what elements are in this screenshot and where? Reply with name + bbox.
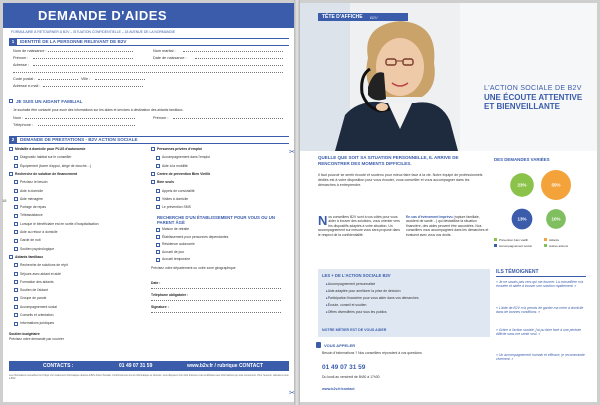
prestation-item-checkbox[interactable] — [156, 164, 160, 168]
prestation-item-checkbox[interactable] — [14, 214, 18, 218]
prestation-item-label: Précisez le besoin — [20, 180, 48, 185]
plus-item: ▸ Offres diversifiées pour tous les publics — [326, 310, 387, 314]
article-lead: QUELLE QUE SOIT SA SITUATION PERSONNELLE, IL ARRIVE DE RENCONTRER DES MOMENTS DIFFICILES. — [318, 155, 459, 166]
field-label: Date de naissance : — [153, 56, 187, 60]
prestation-item-label: Soutien psychologique — [20, 246, 55, 251]
form-header — [3, 3, 294, 28]
chart-title: DES DEMANDES VARIÉES — [494, 157, 550, 162]
article-intro: Il faut pouvoir se sentir écouté et soutenu pour mieux faire face à la vie. Notre équipe de professionnels dédiés est à votre disposition pour vous écouter, vous conseiller et vous accompagner dans les démarches à entreprendre. — [318, 173, 483, 187]
etablissement-item-label: Accueil temporaire — [162, 257, 191, 262]
form-title: DEMANDE D'AIDES — [38, 8, 168, 23]
field-label: Nom de naissance : — [13, 49, 47, 53]
prestation-item-checkbox[interactable] — [14, 205, 18, 209]
prestation-item-label: Aide à la mobilité — [162, 163, 188, 168]
prestation-item-checkbox[interactable] — [14, 280, 18, 284]
temoignage-quote: « L'aide de B2V m'a permis de garder ma mère à domicile dans de bonnes conditions. » — [496, 306, 584, 315]
etablissement-item-checkbox[interactable] — [156, 250, 160, 254]
prestation-item-checkbox[interactable] — [151, 172, 155, 176]
prestation-item-checkbox[interactable] — [156, 189, 160, 193]
plus-item: ▸ Accompagnement personnalisé — [326, 282, 375, 286]
etablissement-item-label: Maison de retraite — [162, 227, 190, 232]
appel-phone[interactable]: 01 49 07 31 59 — [322, 364, 366, 371]
appel-title: VOUS APPELER — [324, 343, 356, 348]
chart-value-label: 13% — [517, 216, 527, 222]
prestation-item-label: Séjours avec aidant et aidé — [20, 271, 61, 276]
prestations-col-left — [9, 147, 146, 343]
plus-item: ▸ Aide adaptée pour améliorer la prise de décision — [326, 289, 400, 293]
email-input[interactable] — [43, 84, 143, 87]
section-identity: 1 IDENTITÉ DE LA PERSONNE RELEVANT DE B2V — [9, 38, 289, 46]
aidant-checkbox[interactable] — [9, 99, 13, 103]
scissors-icon: ✂ — [289, 390, 295, 397]
prestation-item-label: Lorsque le bénéficiaire est en sortie d'hospitalisation — [20, 221, 99, 226]
prestation-item-label: Conseils et orientation — [20, 313, 54, 317]
prestation-item-label: Recherche de solutions de répit — [20, 263, 68, 268]
article-body-col1: Nos conseillers B2V sont à vos côtés pour vous aider à trouver des solutions, vous orienter vers les dispositifs adaptés à votre situation. Un accompagnement sur mesure vous sera proposé dans le respect de la confidentialité. — [318, 213, 400, 237]
temoignage-quote: « Je ne savais pas vers qui me tourner. La conseillère m'a écoutée et aidée à trouver une solution rapidement. » — [496, 280, 584, 289]
temoignage-quote: « Un accompagnement humain et efficace, je recommande vivement. » — [496, 353, 585, 362]
woman-phone-photo — [300, 3, 597, 151]
etablissement-item-label: Établissement pour personnes dépendantes — [162, 234, 229, 239]
aidant-nom-input[interactable] — [25, 116, 135, 119]
tel-obligatoire-input[interactable] — [151, 298, 281, 301]
field-label: Ville : — [81, 77, 91, 81]
prestation-item-label: Accompagnement social — [20, 304, 57, 309]
prestation-item-label: Le prévention SMS — [162, 205, 191, 210]
prestation-item-label: Équipement (barre d'appui, siège de douche…) — [20, 163, 92, 168]
article-headline: L'ACTION SOCIALE DE B2V UNE ÉCOUTE ATTENTIVE ET BIENVEILLANTE — [484, 85, 583, 111]
prestation-item-checkbox[interactable] — [9, 147, 13, 151]
etablissement-item-label: Résidence autonomie — [162, 242, 195, 247]
field-label: Nom marital : — [153, 49, 176, 53]
form-subtitle: FORMULAIRE À RETOURNER À B2V – SITUATION CONFIDENTIELLE – 18 AVENUE DE LA NORMANDIE — [11, 30, 176, 34]
field-label: Prénom : — [153, 116, 169, 120]
prestation-item-label: Recherche de solution de financement — [15, 171, 78, 176]
prestations-col-right — [151, 147, 288, 343]
prestation-item-label: Informations juridiques — [20, 321, 55, 326]
adresse-input[interactable] — [33, 63, 283, 66]
field-label: Adresse : — [13, 63, 30, 67]
contact-phone[interactable]: 01 49 07 31 59 — [119, 363, 153, 369]
prestation-item-label: Personnes privées d'emploi — [157, 147, 202, 151]
prestation-item-checkbox[interactable] — [151, 147, 155, 151]
nom-marital-input[interactable] — [183, 49, 283, 52]
prenom-input[interactable] — [33, 56, 133, 59]
etablissement-item-checkbox[interactable] — [156, 243, 160, 247]
prestation-item-label: Bien seuls — [157, 180, 174, 185]
date-input[interactable] — [151, 286, 281, 289]
prestation-item-checkbox[interactable] — [9, 172, 13, 176]
article-body-col2: En cas d'événement imprévu (rupture familiale, accident de santé…) qui déstabilise la situation financière, des aides peuvent être accordées. Nos conseillers vous accompagnent dans les démarches et évaluent avec vous vos droits. — [406, 215, 489, 237]
legal-notice: Les informations recueillies font l'objet d'un traitement informatique destiné à B2V Action Sociale. Conformément à la loi Informatique et Libertés, vous disposez d'un droit d'accès et de rectification aux informations qui vous concernent. Pour l'exercer, adressez-vous à B2V. — [9, 374, 289, 381]
plus-item: ▸ Écoute, conseil et soutien — [326, 303, 366, 307]
prestation-item-checkbox[interactable] — [14, 297, 18, 301]
form-page — [3, 3, 294, 402]
date-label: Date : — [151, 280, 161, 285]
plus-item: ▸ Participation financière pour vous aider dans vos démarches — [326, 296, 419, 300]
etablissement-item-checkbox[interactable] — [156, 228, 160, 232]
prestation-item-checkbox[interactable] — [14, 197, 18, 201]
prestation-item-label: Portage de repas — [20, 205, 47, 210]
etablissement-item-label: Accueil de jour — [162, 249, 185, 254]
temoignage-divider — [496, 276, 586, 277]
field-label: Prénom : — [13, 56, 29, 60]
etablissement-item-checkbox[interactable] — [156, 235, 160, 239]
chart-value-label: 55% — [551, 182, 561, 188]
prestation-item-checkbox[interactable] — [14, 263, 18, 267]
zone-note: Précisez votre département ou votre zone géographique — [151, 265, 236, 270]
prestation-item-checkbox[interactable] — [14, 305, 18, 309]
tel-obligatoire-label: Téléphone obligatoire : — [151, 292, 189, 297]
temoignage-quote: « Grâce à l'action sociale, j'ai pu faire face à une période difficile sans me sentir seul. » — [496, 328, 581, 337]
prestation-item-label: Médaille à domicile pour PLUS d'autonomie — [15, 147, 86, 151]
field-label: Adresse e-mail : — [13, 84, 41, 88]
chart-value-label: 23% — [517, 182, 527, 188]
article-page — [300, 3, 597, 402]
signature-input[interactable] — [151, 310, 281, 313]
nom-naissance-input[interactable] — [48, 49, 133, 52]
legend-swatch — [494, 238, 497, 241]
field-label: Nom : — [13, 116, 24, 120]
prestation-item-checkbox[interactable] — [14, 322, 18, 326]
dropcap: N — [318, 213, 328, 228]
prestation-item-checkbox[interactable] — [14, 156, 18, 160]
soutien-budgetaire-label: Soutien budgétaire — [9, 331, 40, 336]
section-prestations: 2 DEMANDE DE PRESTATIONS - B2V ACTION SOCIALE — [9, 136, 289, 144]
aidant-tel-input[interactable] — [38, 123, 135, 126]
prestation-item-label: Centre de prévention Bien Vieillir — [157, 171, 211, 176]
prestation-item-checkbox[interactable] — [156, 156, 160, 160]
prestation-item-label: Accompagnement dans l'emploi — [162, 155, 210, 160]
prestation-item-label: Aide au retour à domicile — [20, 230, 58, 234]
prestation-item-label: Diagnostic habitat sur le conseiller — [20, 155, 72, 160]
prestation-item-checkbox[interactable] — [14, 222, 18, 226]
etablissement-title: RECHERCHE D'UN ÉTABLISSEMENT POUR VOUS OU UN PARENT ÂGÉ — [157, 215, 275, 226]
prestation-item-checkbox[interactable] — [14, 230, 18, 234]
legend-label: Aidants — [549, 238, 560, 242]
legend-label: Autres actions — [549, 244, 569, 248]
aidant-prenom-input[interactable] — [173, 116, 283, 119]
tete-affiche-banner: TÊTE D'AFFICHE B2V — [318, 13, 408, 21]
code-postal-input[interactable] — [38, 77, 78, 80]
appel-hours: Du lundi au vendredi de 8h30 à 17h30 — [322, 375, 380, 379]
prestation-item-label: Visites à domicile — [162, 196, 189, 201]
prestation-item-checkbox[interactable] — [14, 189, 18, 193]
contact-web[interactable]: www.b2v.fr / rubrique CONTACT — [187, 363, 264, 369]
prestation-item-checkbox[interactable] — [14, 272, 18, 276]
plus-box-footer: NOTRE MÉTIER EST DE VOUS AIDER — [322, 328, 387, 332]
signature-label: Signature : — [151, 304, 169, 309]
phone-icon — [316, 342, 321, 348]
aidant-note: Je souhaite être contacté pour avoir des informations sur les aides et services à destination des aidants familiaux. — [13, 108, 184, 112]
etablissement-item-checkbox[interactable] — [156, 258, 160, 262]
page-number-left: 18 — [2, 198, 7, 203]
prestation-item-checkbox[interactable] — [9, 255, 13, 259]
field-label: Téléphone : — [13, 123, 34, 127]
prestation-item-checkbox[interactable] — [14, 313, 18, 317]
prestation-item-checkbox[interactable] — [14, 239, 18, 243]
contact-bar — [9, 361, 289, 371]
date-naissance-input[interactable] — [195, 56, 283, 59]
legend-swatch — [544, 244, 547, 247]
scissors-icon: ✂ — [289, 149, 295, 156]
prestation-item-label: Aide ménagère — [20, 196, 43, 201]
prestation-item-label: Groupe de parole — [20, 296, 47, 301]
prestation-item-checkbox[interactable] — [156, 197, 160, 201]
prestation-item-label: Formation des aidants — [20, 279, 54, 284]
chart-value-label: 10% — [551, 216, 561, 222]
prestations-columns — [9, 147, 289, 343]
legend-swatch — [544, 238, 547, 241]
prestation-item-label: Aide à domicile — [20, 188, 43, 193]
soutien-budgetaire-note: Précisez votre demande par courrier — [9, 336, 64, 341]
aidant-title: JE SUIS UN AIDANT FAMILIAL — [16, 99, 83, 104]
legend-swatch — [494, 244, 497, 247]
ville-input[interactable] — [95, 77, 145, 80]
plus-box-title: LES + DE L'ACTION SOCIALE B2V — [322, 273, 391, 278]
prestation-item-checkbox[interactable] — [156, 205, 160, 209]
appel-text: Besoin d'informations ? Nos conseillers répondent à vos questions — [322, 351, 422, 355]
prestation-item-label: Aidants familiaux — [15, 254, 44, 259]
demandes-chart — [494, 163, 594, 253]
appel-url[interactable]: www.b2v.fr/contact — [322, 387, 355, 391]
prestation-item-checkbox[interactable] — [14, 180, 18, 184]
prestation-item-checkbox[interactable] — [14, 288, 18, 292]
prestation-item-label: Appels de convivialité — [162, 188, 195, 193]
legend-label: Prévention bien vieillir — [499, 238, 529, 242]
prestation-item-label: Garde de nuit — [20, 238, 41, 243]
prestation-item-checkbox[interactable] — [14, 164, 18, 168]
legend-label: Accompagnement social — [499, 244, 532, 248]
field-label: Code postal : — [13, 77, 36, 81]
prestation-item-label: Téléassistance — [20, 213, 43, 218]
adresse-input-2[interactable] — [13, 70, 283, 73]
prestation-item-checkbox[interactable] — [151, 180, 155, 184]
prestation-item-checkbox[interactable] — [14, 247, 18, 251]
contact-label: CONTACTS : — [43, 363, 74, 369]
temoignage-title: ILS TÉMOIGNENT — [496, 269, 539, 275]
prestation-item-label: Soutien de l'aidant — [20, 288, 48, 293]
